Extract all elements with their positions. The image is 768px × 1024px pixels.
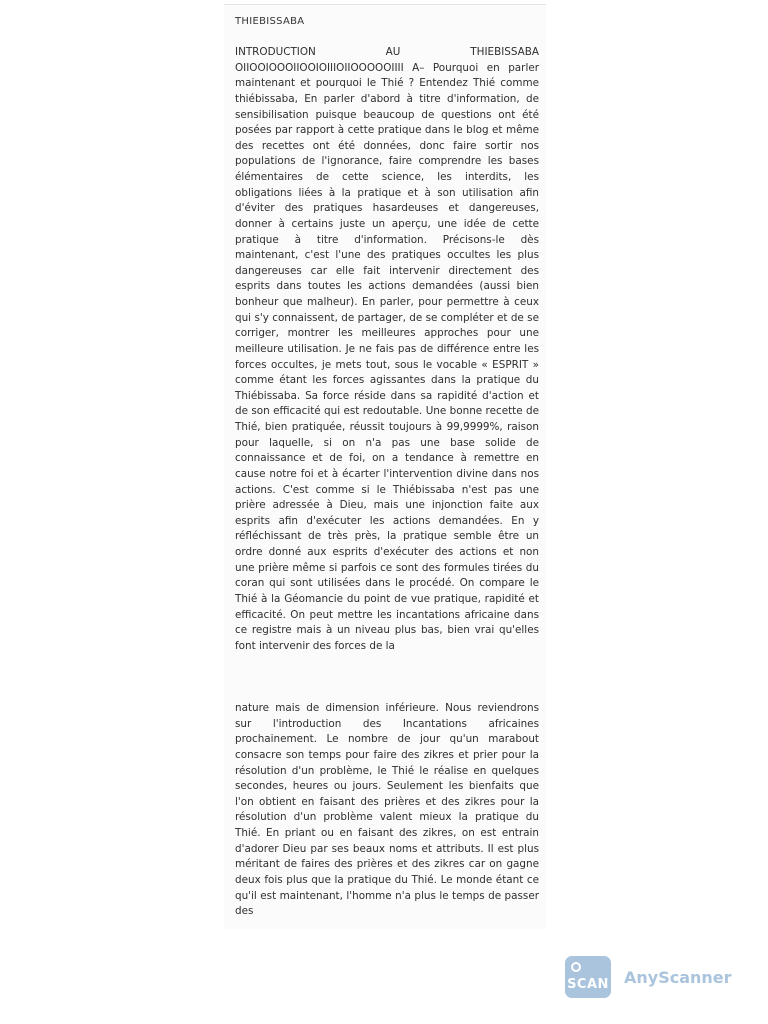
anyscanner-watermark <box>565 956 735 998</box>
page-header: THIEBISSABA <box>235 16 305 27</box>
logo-dot-icon <box>571 962 581 972</box>
paragraph-1: INTRODUCTION AU THIEBISSABA OIIOOIOOOIIOOIOIIIOIIOOOOOIIII A– Pourquoi en parler maintenant et pourquoi le Thié ? Entendez Thié comme thiébissaba, En parler d'abord à titre d'information, de sensibilisation puisque beaucoup de questions ont été posées par rapport à cette pratique dans le blog et même des recettes ont été données, donc faire sortir nos populations de l'ignorance, faire comprendre les bases élémentaires de cette science, les interdits, les obligations liées à la pratique et à son utilisation afin d'éviter des pratiques hasardeuses et dangereuses, donner à certains juste un aperçu, une idée de cette pratique à titre d'information. Précisons-le dès maintenant, c'est l'une des pratiques occultes les plus dangereuses car elle fait intervenir directement des esprits dans toutes les actions demandées (aussi bien bonheur que malheur). En parler, pour permettre à ceux qui s'y connaissent, de partager, de se compléter et de se corriger, montrer les meilleures approches pour une meilleure utilisation. Je ne fais pas de différence entre les forces occultes, je mets tout, sous le vocable « ESPRIT » comme étant les forces agissantes dans la pratique du Thiébissaba. Sa force réside dans sa rapidité d'action et de son efficacité qui est redoutable. Une bonne recette de Thié, bien pratiquée, réussit toujours à 99,9999%, raison pour laquelle, si on n'a pas une base solide de connaissance et de foi, on a tendance à remettre en cause notre foi et à écarter l'intervention divine dans nos actions. C'est comme si le Thiébissaba n'est pas une prière adressée à Dieu, mais une injonction faite aux esprits afin d'exécuter les actions demandées. En y réfléchissant de très près, la pratique semble être un ordre donné aux esprits d'exécuter des actions et non une prière même si parfois ce sont des formules tirées du coran qui sont utilisées dans le procédé. On compare le Thié à la Géomancie du point de vue pratique, rapidité et efficacité. On peut mettre les incantations africaine dans ce registre mais à un niveau plus bas, bien vrai qu'elles font intervenir des forces de la <box>235 46 539 652</box>
logo-text: SCAN <box>567 977 609 992</box>
paragraph-2: nature mais de dimension inférieure. Nous reviendrons sur l'introduction des Incantations africaines prochainement. Le nombre de jour qu'un marabout consacre son temps pour faire des zikres et prier pour la résolution d'un problème, le Thié le réalise en quelques secondes, heures ou jours. Seulement les bienfaits que l'on obtient en faisant des prières et des zikres pour la résolution d'un problème valent mieux la pratique du Thié. En priant ou en faisant des zikres, on est entrain d'adorer Dieu par ses beaux noms et attributs. Il est plus méritant de faires des prières et des zikres car on gagne deux fois plus que la pratique du Thié. Le monde étant ce qu'il est maintenant, l'homme n'a plus le temps de passer des <box>235 702 539 918</box>
scan-logo-icon <box>565 956 611 998</box>
brand-name: AnyScanner <box>624 967 732 987</box>
